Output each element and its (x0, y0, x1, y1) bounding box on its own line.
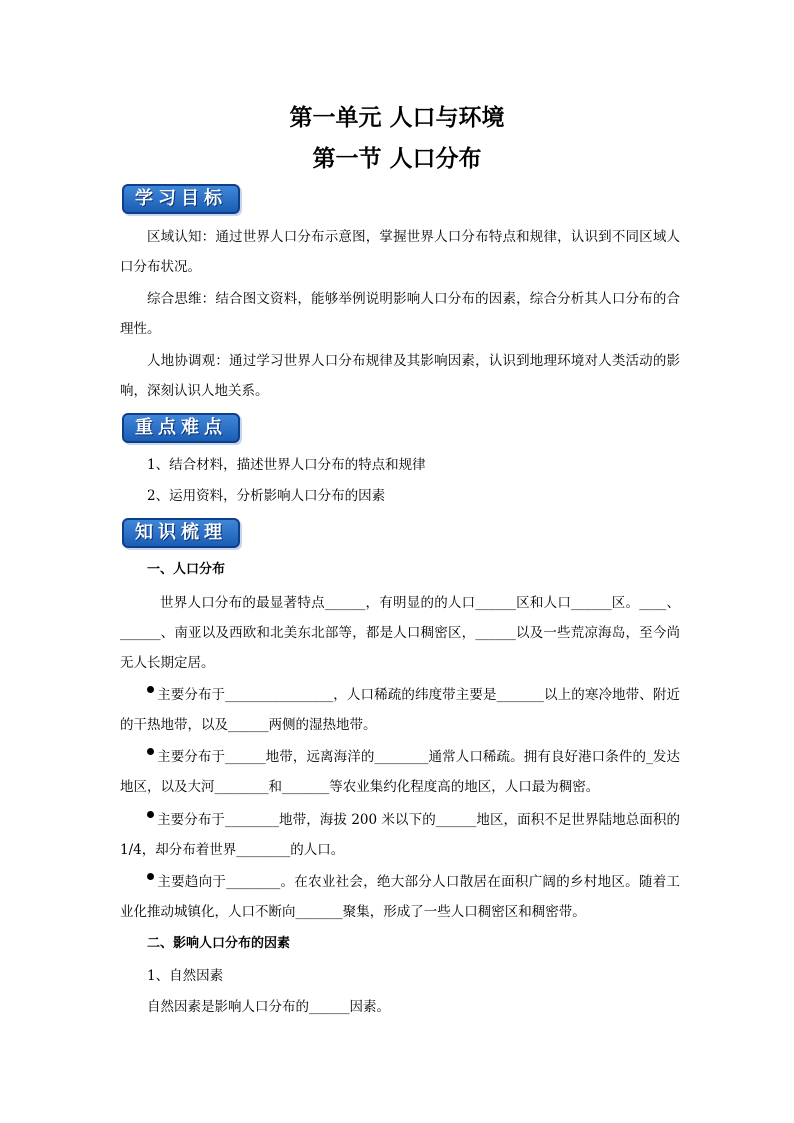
bullet-item-4 (120, 867, 680, 927)
bullet-text: 主要分布于______地带，远离海洋的________通常人口稀疏。拥有良好港口条件的_发达地区，以及大河________和_______等农业集约化程度高的地区，人口最为稠密。 (120, 749, 680, 795)
badge-knowledge-review: 知识梳理 (122, 518, 240, 548)
key-point-1: 1、结合材料，描述世界人口分布的特点和规律 (147, 457, 426, 473)
bullet-item-3 (120, 805, 680, 865)
bullet-icon (147, 873, 154, 880)
bullet-icon (147, 811, 154, 818)
badge-learning-goals: 学习目标 (122, 184, 240, 214)
bullet-icon (147, 686, 154, 693)
section-heading-2: 二、影响人口分布的因素 (147, 936, 291, 951)
key-point-2: 2、运用资料，分析影响人口分布的因素 (147, 488, 386, 504)
bullet-item-2 (120, 742, 680, 802)
bullet-item-1 (120, 680, 680, 740)
bullet-text: 主要分布于________地带，海拔 200 米以下的______地区，面积不足世界陆地总面积的 1/4，却分布着世界________的人口。 (120, 812, 680, 858)
goal-paragraph-1: 区域认知：通过世界人口分布示意图，掌握世界人口分布特点和规律，认识到不同区域人口分布状况。 (120, 229, 680, 275)
natural-factors-text: 自然因素是影响人口分布的______因素。 (147, 999, 390, 1015)
subheading-natural-factors: 1、自然因素 (147, 968, 224, 984)
badge-key-points: 重点难点 (122, 413, 240, 443)
bullet-text: 主要分布于________________，人口稀疏的纬度带主要是_______以上的寒冷地带、附近的干热地带，以及______两侧的湿热地带。 (120, 687, 680, 733)
goal-paragraph-2: 综合思维：结合图文资料，能够举例说明影响人口分布的因素，综合分析其人口分布的合理性。 (120, 291, 680, 337)
bullet-text: 主要趋向于________。在农业社会，绝大部分人口散居在面积广阔的乡村地区。随着工业化推动城镇化，人口不断向_______聚集，形成了一些人口稠密区和稠密带。 (120, 874, 680, 920)
goal-paragraph-3: 人地协调观：通过学习世界人口分布规律及其影响因素，认识到地理环境对人类活动的影响，深刻认识人地关系。 (120, 353, 680, 399)
section-heading-1: 一、人口分布 (147, 562, 226, 577)
section1-intro: 世界人口分布的最显著特点______，有明显的的人口______区和人口______区。____、______、南亚以及西欧和北美东北部等，都是人口稠密区，______以及一些荒凉海岛，至今尚无人长期定居。 (120, 595, 680, 671)
unit-title: 第一单元 人口与环境 (289, 104, 505, 131)
section-title: 第一节 人口分布 (312, 145, 482, 172)
bullet-icon (147, 748, 154, 755)
